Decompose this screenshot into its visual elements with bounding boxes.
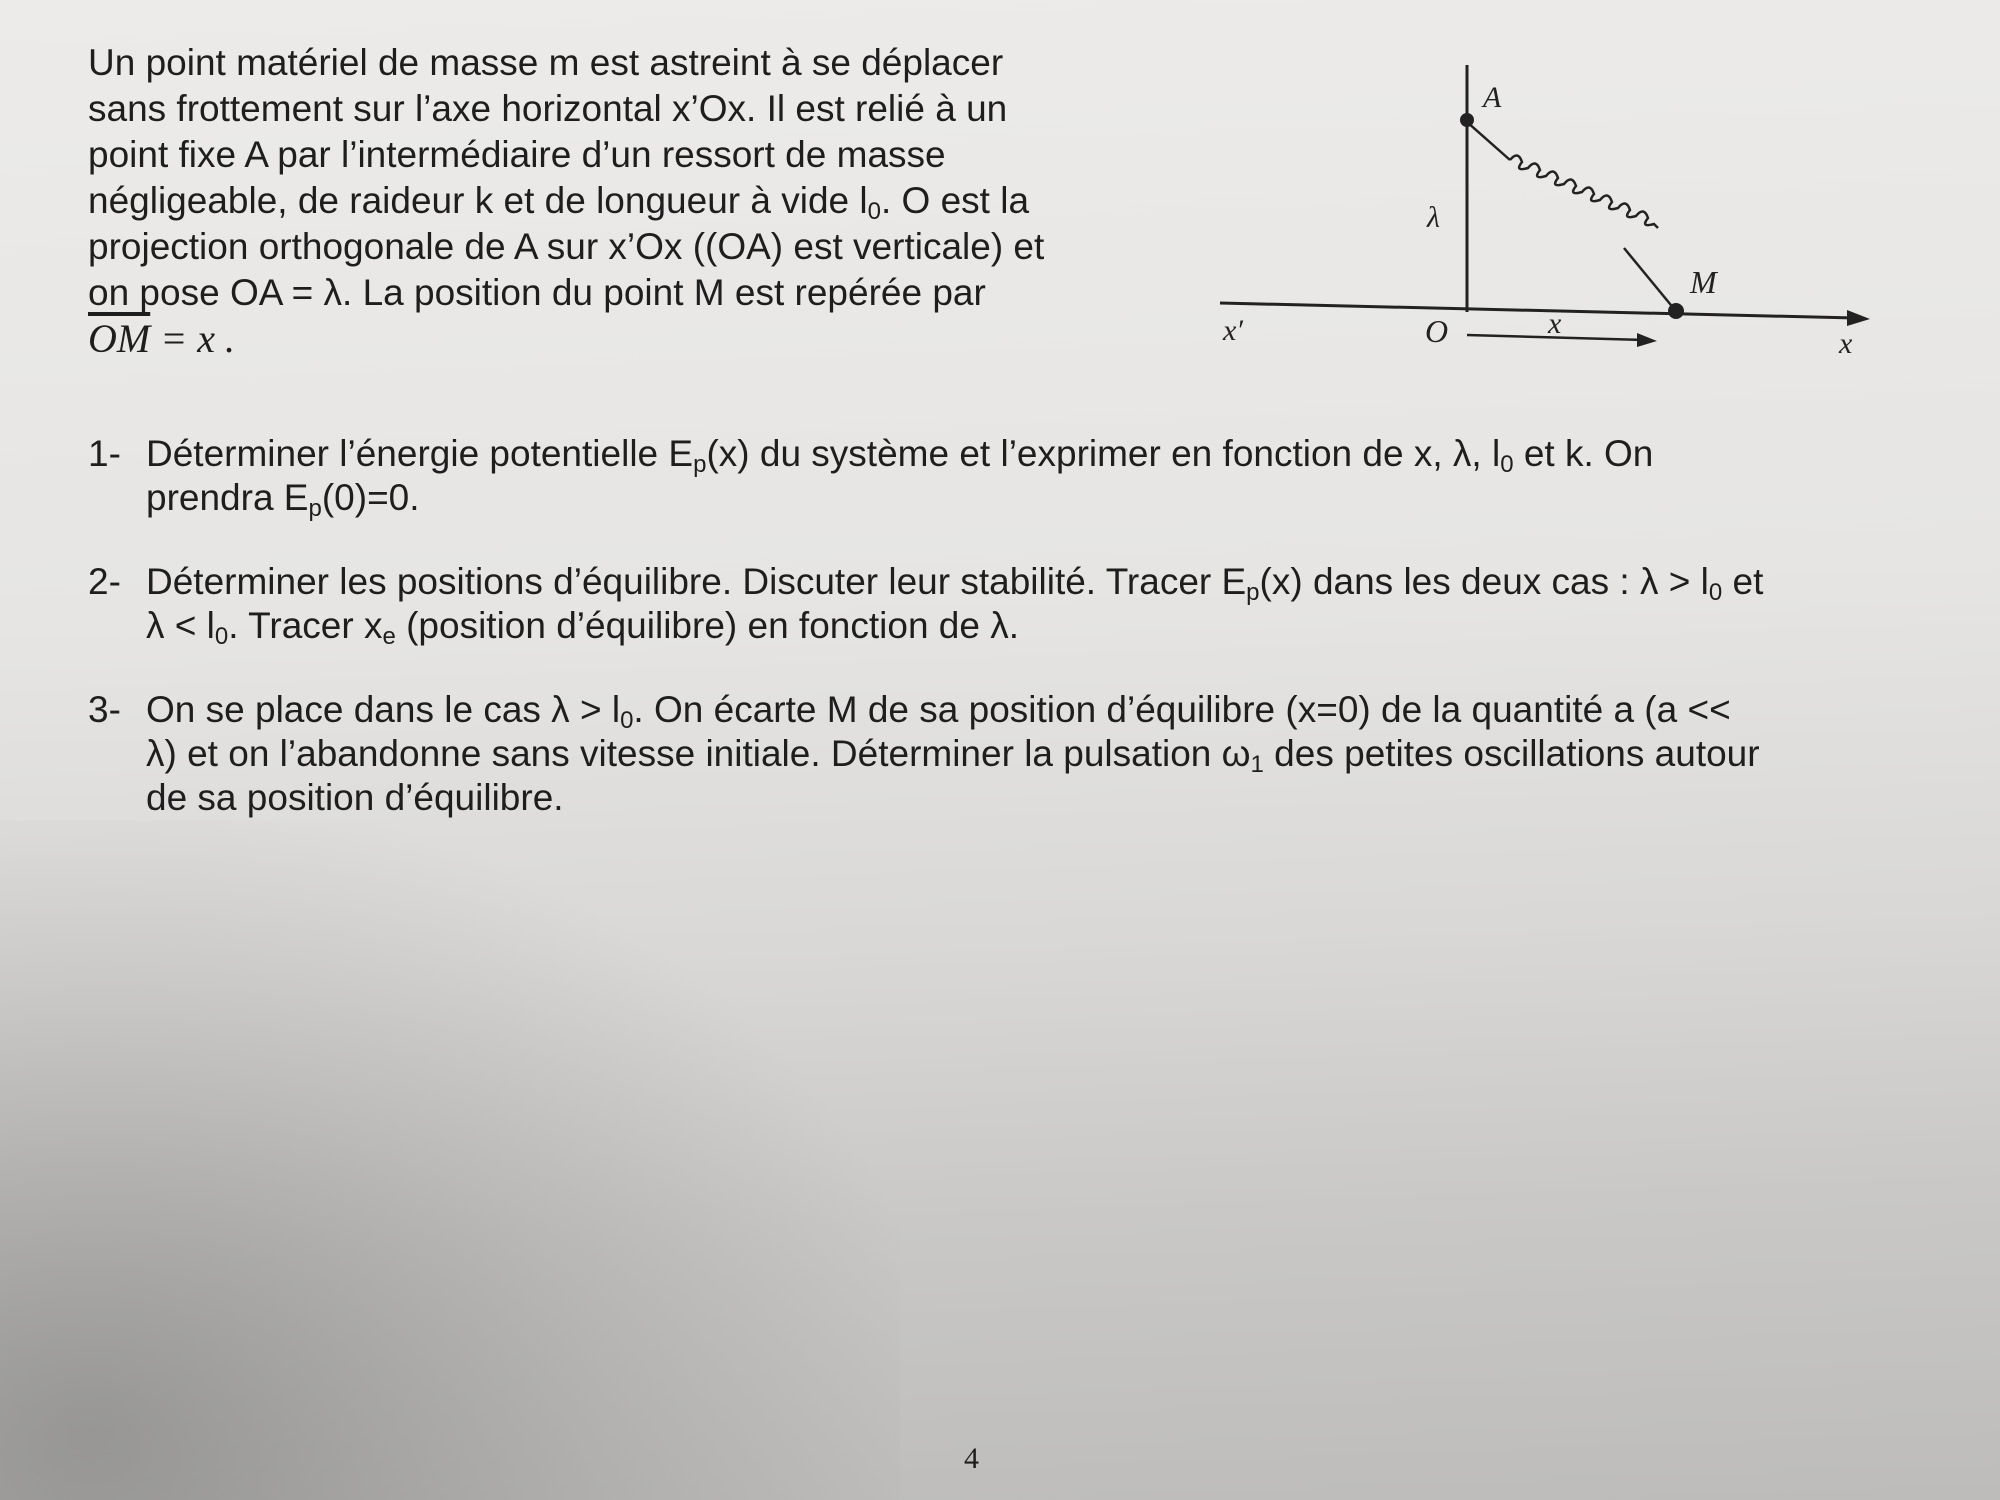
subscript: p (693, 451, 707, 478)
question-body (146, 432, 1928, 520)
photo-shadow (0, 820, 900, 1500)
intro-line (88, 178, 1148, 224)
question-text: des petites oscillations autour (1263, 733, 1760, 774)
spring-lead-top (1467, 122, 1510, 160)
label-x-prime: x′ (1223, 314, 1243, 347)
spring-coil (1510, 155, 1658, 228)
question-text: (position d’équilibre) en fonction de λ. (395, 605, 1020, 646)
label-o: O (1425, 313, 1449, 349)
question-body (146, 560, 1928, 648)
question-text: λ) et on l’abandonne sans vitesse initiale. Déterminer la pulsation ω (146, 733, 1251, 774)
question-text: (x) dans les deux cas : λ > l (1259, 561, 1709, 602)
question-item (88, 688, 1928, 820)
subscript: 0 (620, 707, 634, 734)
subscript: p (1246, 579, 1260, 606)
label-a: A (1483, 81, 1502, 114)
subscript: 0 (1500, 451, 1514, 478)
subscript: 0 (1708, 579, 1723, 606)
intro-line: on pose OA = λ. La position du point M est repérée par (88, 272, 986, 313)
om-arrowhead (1637, 333, 1657, 347)
point-m (1668, 303, 1684, 319)
label-lambda: λ (1427, 201, 1440, 234)
spring-diagram (1205, 55, 1895, 365)
intro-line: sans frottement sur l’axe horizontal x’Ox. Il est relié à un (88, 88, 1008, 129)
question-text: . On écarte M de sa position d’équilibre (x=0) de la quantité a (a << (633, 689, 1731, 730)
question-text: λ < l (146, 605, 215, 646)
subscript: 1 (1250, 751, 1264, 778)
subscript: p (308, 495, 322, 522)
question-text: et k. On (1513, 433, 1654, 474)
question-item (88, 432, 1928, 520)
intro-text: négligeable, de raideur k et de longueur à vide l (88, 180, 868, 221)
intro-line: Un point matériel de masse m est astreint à se déplacer (88, 42, 1004, 83)
question-line (146, 476, 1928, 520)
label-x-axis: x (1839, 327, 1853, 360)
subscript: 0 (867, 198, 881, 225)
intro-text: . O est la (880, 180, 1030, 221)
question-text: Déterminer les positions d’équilibre. Discuter leur stabilité. Tracer E (146, 561, 1247, 602)
label-x-inner: x (1548, 307, 1562, 340)
question-text: Déterminer l’énergie potentielle E (146, 433, 694, 474)
x-axis (1220, 303, 1855, 318)
question-line (146, 732, 1928, 776)
question-item (88, 560, 1928, 648)
x-axis-arrowhead (1847, 310, 1870, 326)
question-line (146, 432, 1928, 476)
question-number: 1- (88, 433, 121, 474)
vector-om: $\overline{OM}$ (88, 316, 151, 361)
question-text: et (1722, 561, 1764, 602)
question-line (146, 688, 1928, 732)
page-number: 4 (964, 1442, 979, 1475)
intro-line: point fixe A par l’intermédiaire d’un ressort de masse (88, 134, 946, 175)
question-line (146, 560, 1928, 604)
intro-line: projection orthogonale de A sur x’Ox ((OA) est verticale) et (88, 226, 1045, 267)
question-number: 2- (88, 561, 121, 602)
point-a (1460, 113, 1474, 127)
label-m: M (1690, 264, 1717, 300)
question-number: 3- (88, 689, 121, 730)
vector-equation (88, 316, 1148, 362)
question-text: (x) du système et l’exprimer en fonction de x, λ, l (706, 433, 1501, 474)
vector-tail: = x . (150, 316, 235, 361)
subscript: e (382, 623, 396, 650)
subscript: 0 (214, 623, 229, 650)
spring-lead-bottom (1624, 248, 1675, 310)
question-text: On se place dans le cas λ > l (146, 689, 621, 730)
question-text: prendra E (146, 477, 309, 518)
question-line (146, 604, 1928, 648)
question-text: (0)=0. (321, 477, 420, 518)
question-text: . Tracer x (228, 605, 383, 646)
intro-paragraph (88, 40, 1148, 362)
question-list (88, 432, 1928, 860)
question-line: de sa position d’équilibre. (146, 777, 564, 818)
question-body (146, 688, 1928, 820)
